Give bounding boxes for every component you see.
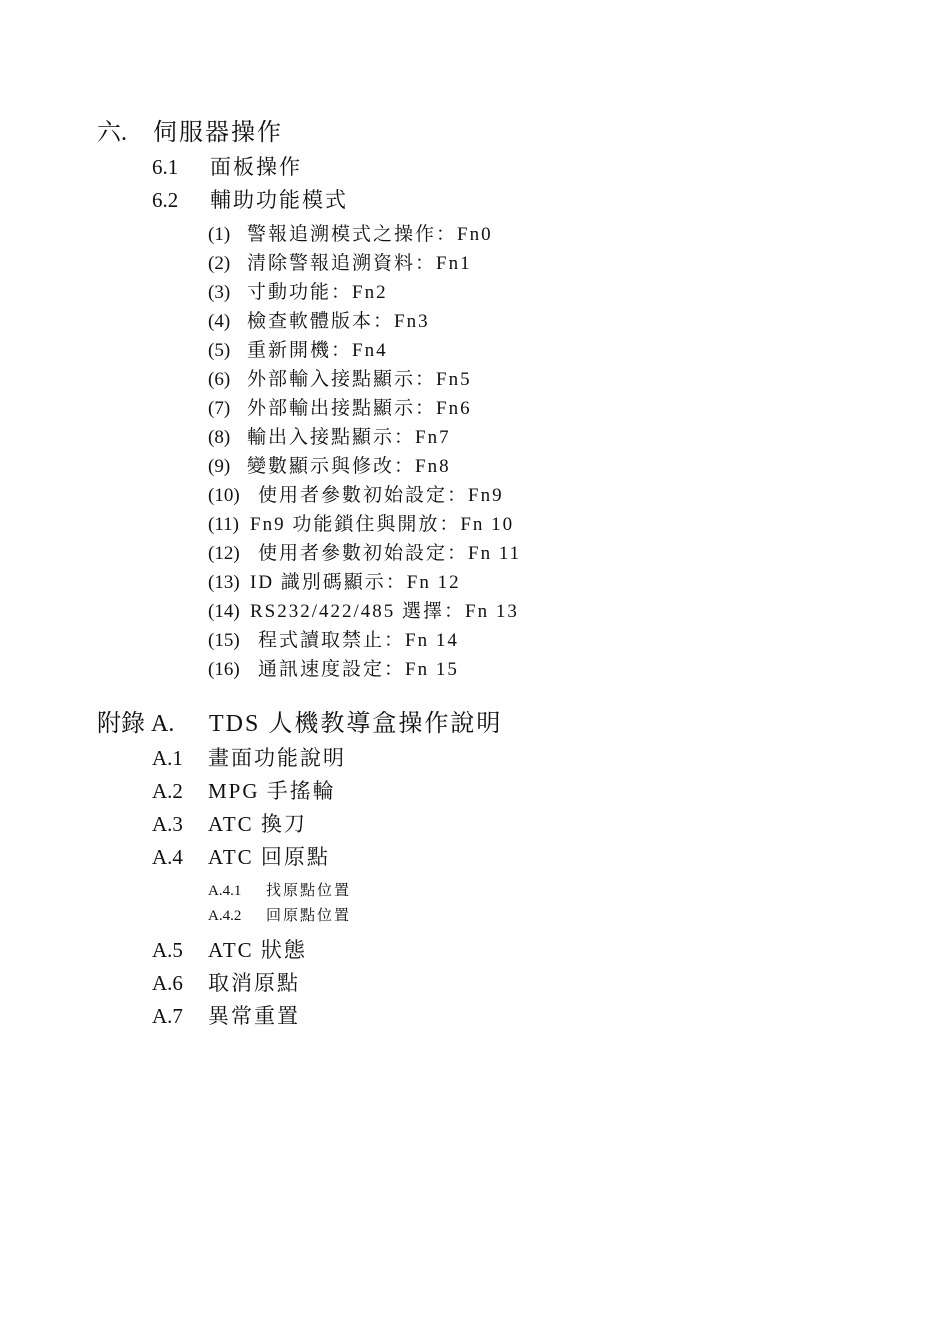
appendix-section bbox=[152, 775, 336, 805]
item-number: (8) bbox=[208, 427, 231, 448]
section-number: A.3 bbox=[152, 812, 183, 836]
item-number: (1) bbox=[208, 224, 231, 245]
appendix-prefix: 附錄 A. bbox=[97, 711, 175, 737]
section-number: A.1 bbox=[152, 746, 183, 770]
section-title: 異常重置 bbox=[208, 1004, 300, 1028]
item-number: (16) bbox=[208, 659, 240, 680]
list-item bbox=[208, 480, 504, 507]
item-text: 使用者參數初始設定：Fn 11 bbox=[258, 543, 522, 564]
section-number: A.6 bbox=[152, 971, 183, 995]
appendix-section bbox=[152, 742, 346, 772]
item-text: 輸出入接點顯示：Fn7 bbox=[247, 427, 451, 448]
list-item bbox=[208, 219, 493, 246]
section-title: ATC 狀態 bbox=[208, 938, 307, 962]
item-number: (2) bbox=[208, 253, 231, 274]
item-text: RS232/422/485 選擇：Fn 13 bbox=[250, 601, 519, 622]
item-number: (7) bbox=[208, 398, 231, 419]
list-item bbox=[208, 364, 472, 391]
list-item bbox=[208, 625, 459, 652]
list-item bbox=[208, 596, 519, 623]
subsection-title: 找原點位置 bbox=[266, 883, 352, 899]
section-number: 6.2 bbox=[152, 188, 179, 212]
list-item bbox=[208, 393, 472, 420]
list-item bbox=[208, 248, 472, 275]
item-number: (11) bbox=[208, 514, 239, 535]
appendix-subsection bbox=[208, 904, 351, 925]
item-number: (6) bbox=[208, 369, 231, 390]
list-item bbox=[208, 451, 451, 478]
subsection-number: A.4.2 bbox=[208, 908, 242, 924]
appendix-section bbox=[152, 1000, 300, 1030]
item-number: (4) bbox=[208, 311, 231, 332]
list-item bbox=[208, 277, 388, 304]
chapter-title: 伺服器操作 bbox=[153, 120, 283, 146]
section-title: ATC 回原點 bbox=[208, 845, 330, 869]
section-title: 面板操作 bbox=[210, 155, 302, 179]
item-number: (10) bbox=[208, 485, 240, 506]
section-title: ATC 換刀 bbox=[208, 812, 307, 836]
section-number: 6.1 bbox=[152, 155, 179, 179]
item-text: 程式讀取禁止：Fn 14 bbox=[258, 630, 459, 651]
appendix-section bbox=[152, 808, 307, 838]
item-number: (15) bbox=[208, 630, 240, 651]
appendix-subsection bbox=[208, 879, 351, 900]
section-number: A.4 bbox=[152, 845, 183, 869]
item-text: 使用者參數初始設定：Fn9 bbox=[258, 485, 504, 506]
item-number: (9) bbox=[208, 456, 231, 477]
item-number: (3) bbox=[208, 282, 231, 303]
item-text: ID 識別碼顯示：Fn 12 bbox=[250, 572, 461, 593]
item-text: 外部輸出接點顯示：Fn6 bbox=[247, 398, 472, 419]
list-item bbox=[208, 422, 451, 449]
list-item bbox=[208, 335, 388, 362]
item-text: 外部輸入接點顯示：Fn5 bbox=[247, 369, 472, 390]
chapter-number: 六. bbox=[97, 120, 127, 146]
list-item bbox=[208, 654, 459, 681]
item-text: 通訊速度設定：Fn 15 bbox=[258, 659, 459, 680]
list-item bbox=[208, 306, 430, 333]
section-6-2 bbox=[152, 184, 348, 214]
item-text: 清除警報追溯資料：Fn1 bbox=[247, 253, 472, 274]
chapter-heading bbox=[97, 112, 283, 147]
section-number: A.5 bbox=[152, 938, 183, 962]
section-title: 畫面功能說明 bbox=[208, 746, 346, 770]
appendix-section bbox=[152, 967, 300, 997]
item-number: (5) bbox=[208, 340, 231, 361]
section-number: A.2 bbox=[152, 779, 183, 803]
list-item bbox=[208, 567, 461, 594]
appendix-section bbox=[152, 841, 330, 871]
item-text: 寸動功能：Fn2 bbox=[247, 282, 388, 303]
subsection-number: A.4.1 bbox=[208, 883, 242, 899]
item-number: (14) bbox=[208, 601, 240, 622]
subsection-title: 回原點位置 bbox=[266, 908, 352, 924]
list-item bbox=[208, 538, 521, 565]
item-text: Fn9 功能鎖住與開放：Fn 10 bbox=[250, 514, 515, 535]
item-text: 重新開機：Fn4 bbox=[247, 340, 388, 361]
appendix-section bbox=[152, 934, 307, 964]
section-title: 輔助功能模式 bbox=[210, 188, 348, 212]
section-6-1 bbox=[152, 151, 302, 181]
section-number: A.7 bbox=[152, 1004, 183, 1028]
item-text: 警報追溯模式之操作：Fn0 bbox=[247, 224, 493, 245]
list-item bbox=[208, 509, 514, 536]
section-title: MPG 手搖輪 bbox=[208, 779, 336, 803]
item-number: (12) bbox=[208, 543, 240, 564]
appendix-heading bbox=[97, 703, 502, 738]
item-text: 檢查軟體版本：Fn3 bbox=[247, 311, 430, 332]
item-number: (13) bbox=[208, 572, 240, 593]
item-text: 變數顯示與修改：Fn8 bbox=[247, 456, 451, 477]
appendix-title: TDS 人機教導盒操作說明 bbox=[209, 711, 503, 737]
section-title: 取消原點 bbox=[208, 971, 300, 995]
